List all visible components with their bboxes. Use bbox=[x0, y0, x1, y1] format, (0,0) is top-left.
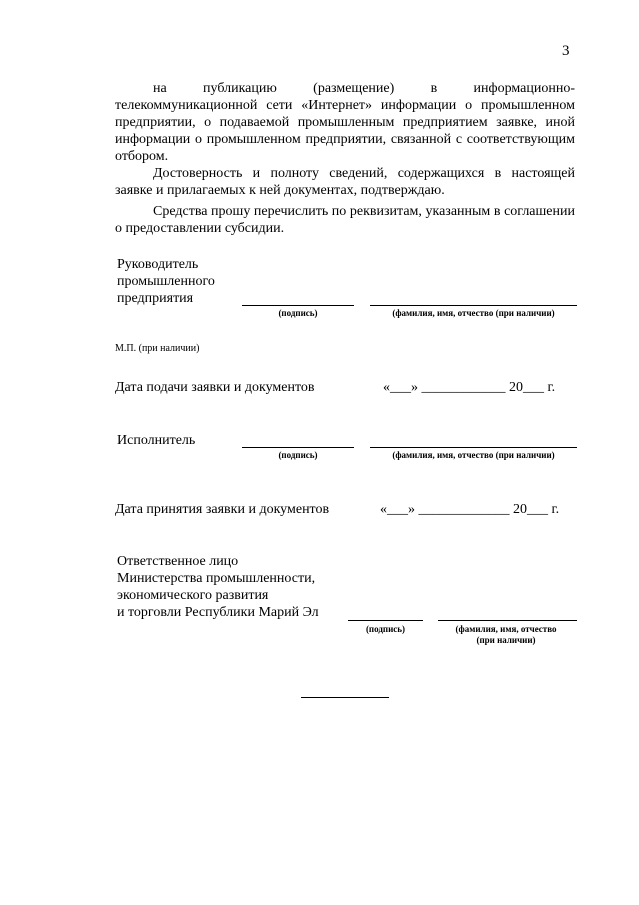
acceptance-date-value: «___» _____________ 20___ г. bbox=[380, 502, 560, 517]
ministry-label-line4: и торговли Республики Марий Эл bbox=[117, 605, 319, 620]
submission-date-value: «___» ____________ 20___ г. bbox=[383, 380, 556, 395]
ministry-label-line1: Ответственное лицо bbox=[117, 554, 239, 569]
head-signature-line bbox=[242, 305, 354, 306]
head-name-caption: (фамилия, имя, отчество (при наличии) bbox=[392, 308, 555, 318]
head-label-line3: предприятия bbox=[117, 291, 194, 306]
executor-name-line bbox=[370, 447, 577, 448]
paragraph-payment-request: Средства прошу перечислить по реквизитам, указанным в соглашении о предоставлении субсидии. bbox=[115, 204, 575, 236]
paragraph-accuracy-confirmation: Достоверность и полноту сведений, содержащихся в настоящей заявке и прилагаемых к ней документах, подтверждаю. bbox=[115, 166, 575, 198]
ministry-signature-caption: (подпись) bbox=[365, 624, 406, 634]
end-divider bbox=[301, 697, 389, 698]
page-number: 3 bbox=[562, 43, 570, 59]
acceptance-date-label: Дата принятия заявки и документов bbox=[115, 502, 330, 517]
submission-date-label: Дата подачи заявки и документов bbox=[115, 380, 315, 395]
paragraph-publication-consent: на публикацию (размещение) в информационно-телекоммуникационной сети «Интернет» информации о промышленном предприятии, о подаваемой промышленным предприятием заявке, иной информации о промышленном предприятии, связанной с соответствующим отбором. bbox=[115, 81, 575, 164]
executor-name-caption: (фамилия, имя, отчество (при наличии) bbox=[392, 450, 555, 460]
executor-signature-caption: (подпись) bbox=[278, 450, 318, 460]
ministry-signature-line bbox=[348, 620, 423, 621]
head-signature-caption: (подпись) bbox=[278, 308, 318, 318]
stamp-note: М.П. (при наличии) bbox=[115, 343, 200, 354]
head-label-line1: Руководитель bbox=[117, 257, 199, 272]
executor-signature-line bbox=[242, 447, 354, 448]
ministry-name-caption: (фамилия, имя, отчество (при наличии) bbox=[455, 624, 557, 645]
head-name-line bbox=[370, 305, 577, 306]
ministry-name-line bbox=[438, 620, 577, 621]
ministry-label-line2: Министерства промышленности, bbox=[117, 571, 316, 586]
head-label-line2: промышленного bbox=[117, 274, 215, 289]
executor-label: Исполнитель bbox=[117, 433, 196, 448]
ministry-label-line3: экономического развития bbox=[117, 588, 269, 603]
